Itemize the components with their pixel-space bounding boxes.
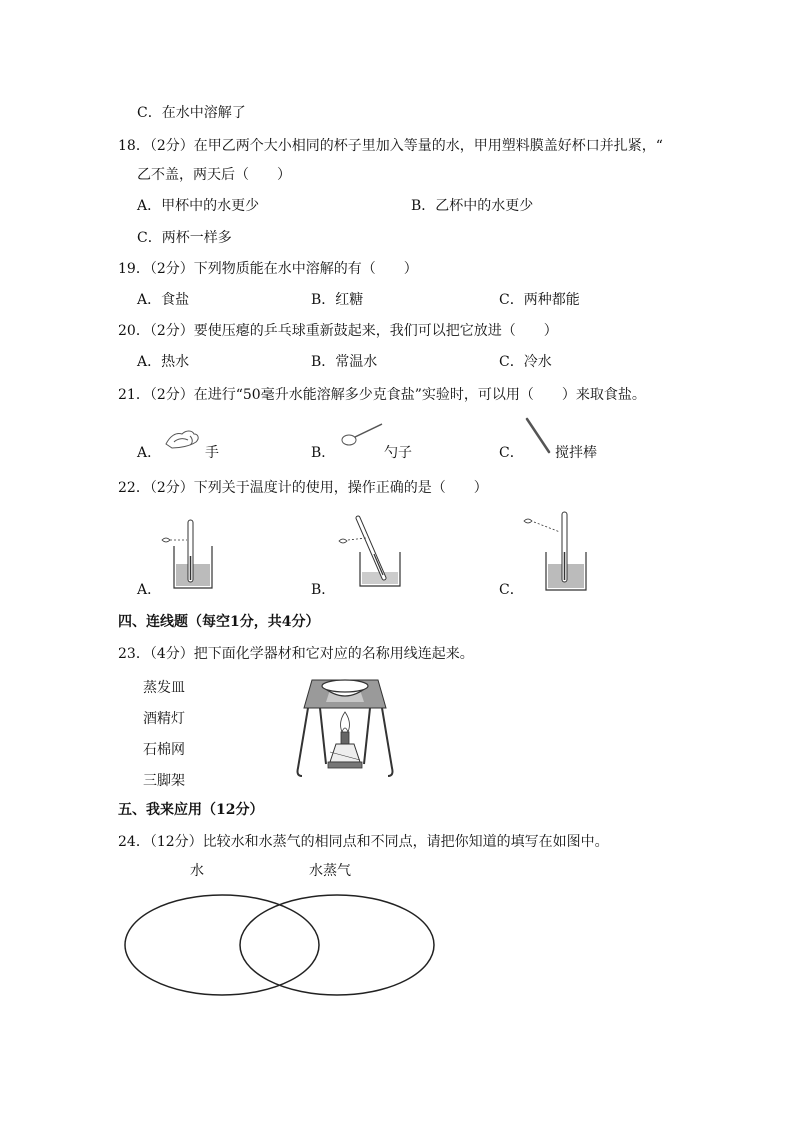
venn-label-water: 水: [190, 863, 204, 879]
section-5-heading: 五、我来应用（12分）: [118, 802, 264, 818]
q21-option-b-text: 勺子: [384, 445, 412, 461]
q21-option-c-text: 搅拌棒: [555, 445, 597, 461]
q22-stem: 22．（2分）下列关于温度计的使用，操作正确的是（ ）: [118, 480, 488, 496]
thermometer-beaker-c-figure: [522, 508, 592, 592]
venn-ellipse-water-vapor: [240, 895, 434, 995]
q17-option-c: C．在水中溶解了: [137, 105, 246, 121]
thermometer-beaker-a-figure: [160, 516, 220, 592]
hand-icon: [160, 422, 202, 452]
q19-stem: 19．（2分）下列物质能在水中溶解的有（ ）: [118, 261, 418, 277]
q21-option-a-text: 手: [205, 445, 219, 461]
q21-option-c-letter: C．: [499, 445, 524, 461]
q19-option-a: A．食盐: [137, 292, 190, 308]
q21-option-b-letter: B．: [311, 445, 336, 461]
q20-stem: 20．（2分）要使压瘪的乒乓球重新鼓起来，我们可以把它放进（ ）: [118, 323, 558, 339]
q18-option-a: A．甲杯中的水更少: [137, 198, 260, 214]
q22-option-a: A．: [137, 582, 162, 598]
q19-option-b: B．红糖: [311, 292, 364, 308]
q18-option-b: B．乙杯中的水更少: [411, 198, 534, 214]
q23-stem: 23．（4分）把下面化学器材和它对应的名称用线连起来。: [118, 646, 474, 662]
spoon-icon: [340, 420, 386, 450]
q18-stem-line2: 乙不盖，两天后（ ）: [137, 167, 291, 183]
q21-option-a-letter: A．: [137, 445, 162, 461]
q22-option-c: C．: [499, 582, 524, 598]
q23-item-evaporating-dish: 蒸发皿: [143, 680, 185, 696]
q23-item-asbestos-gauze: 石棉网: [143, 742, 185, 758]
section-4-heading: 四、连线题（每空1分，共4分）: [118, 614, 320, 630]
q20-option-c: C．冷水: [499, 354, 552, 370]
q20-option-b: B．常温水: [311, 354, 378, 370]
q18-option-c: C．两杯一样多: [137, 230, 232, 246]
thermometer-beaker-b-figure: [336, 512, 406, 592]
q19-option-c: C．两种都能: [499, 292, 580, 308]
stirring-rod-icon: [524, 416, 554, 456]
venn-ellipse-water: [125, 895, 319, 995]
q20-option-a: A．热水: [137, 354, 190, 370]
q23-item-alcohol-lamp: 酒精灯: [143, 711, 185, 727]
q24-stem: 24．（12分）比较水和水蒸气的相同点和不同点，请把你知道的填写在如图中。: [118, 834, 609, 850]
heating-apparatus-figure: [290, 672, 400, 784]
venn-label-water-vapor: 水蒸气: [309, 863, 351, 879]
q21-stem: 21．（2分）在进行“50毫升水能溶解多少克食盐”实验时，可以用（ ）来取食盐。: [118, 387, 646, 403]
venn-diagram: [120, 892, 440, 1000]
q23-item-tripod: 三脚架: [143, 773, 185, 789]
q18-stem-line1: 18．（2分）在甲乙两个大小相同的杯子里加入等量的水，甲用塑料膜盖好杯口并扎紧，“: [118, 138, 663, 154]
q22-option-b: B．: [311, 582, 336, 598]
